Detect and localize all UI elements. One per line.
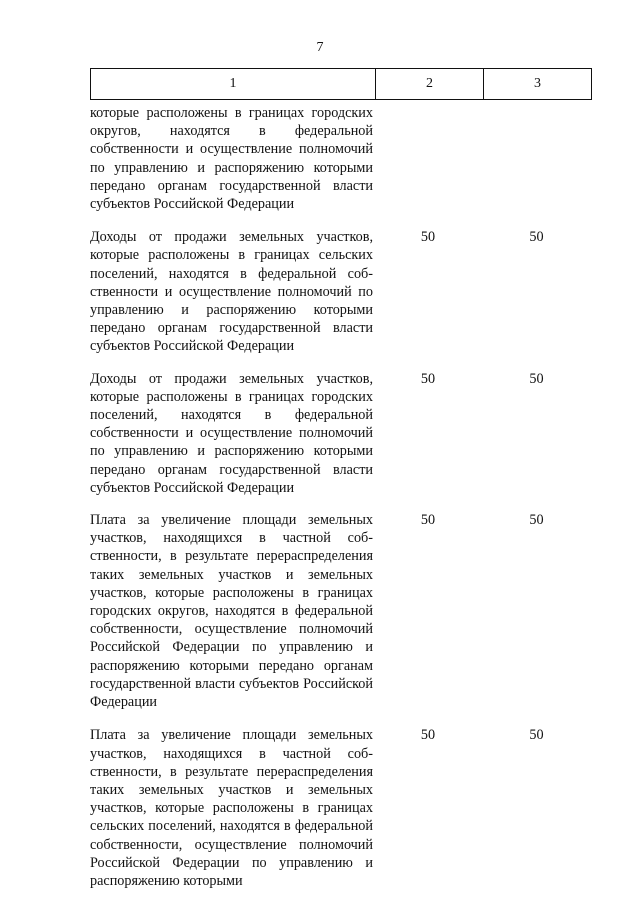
row-description: Плата за увеличение площади земельных участков, находящихся в частной собственности, в результате перераспределения таких земельных участков и земельных участков, которые расположены в границах городских округов, находятся в федеральной собственности, осуществление полномочий Российской Федерации по управлению и распоряжению которыми передано органам государственной власти субъектов Российской Федерации [90,512,373,711]
table-row [90,228,600,355]
row-value-col2: 50 [420,512,436,529]
table-row [90,726,600,890]
row-value-col3: 50 [529,370,544,387]
table-row [90,104,600,213]
table-body [90,104,600,890]
page-number: 7 [316,40,324,55]
table-row [90,370,600,497]
row-description: которые расположены в границах городских округов, находятся в федеральной собственности и осуществление полномочий по управлению и распоряжению которыми передано органам государственной власти субъектов Российской Федерации [90,105,373,213]
row-description: Доходы от продажи земельных участков, которые расположены в границах сельских поселений, находятся в федеральной собственности и осуществление полномочий по управлению и распоряжению которыми передано органам государственной власти субъектов Российской Федерации [90,229,373,355]
row-description: Плата за увеличение площади земельных участков, находящихся в частной собственности, в результате перераспределения таких земельных участков и земельных участков, которые расположены в границах сельских поселений, находятся в федеральной собственности, осуществление полномочий Российской Федерации по управлению и распоряжению которыми [90,727,373,889]
row-value-col2: 50 [420,370,436,387]
header-column-3: 3 [534,76,541,91]
header-column-2: 2 [376,69,484,99]
row-value-col2: 50 [420,229,436,246]
table-header [90,68,592,100]
row-value-col3: 50 [529,727,544,744]
header-column-1: 1 [91,69,376,99]
row-value-col2: 50 [420,727,436,744]
row-value-col3: 50 [529,512,544,529]
row-description: Доходы от продажи земельных участков, которые расположены в границах городских поселений, находятся в федеральной собственности и осуществление полномочий по управлению и распоряжению которыми передано органам государственной власти субъектов Российской Федерации [90,370,373,496]
table-row [90,511,600,711]
row-value-col3: 50 [529,229,544,246]
